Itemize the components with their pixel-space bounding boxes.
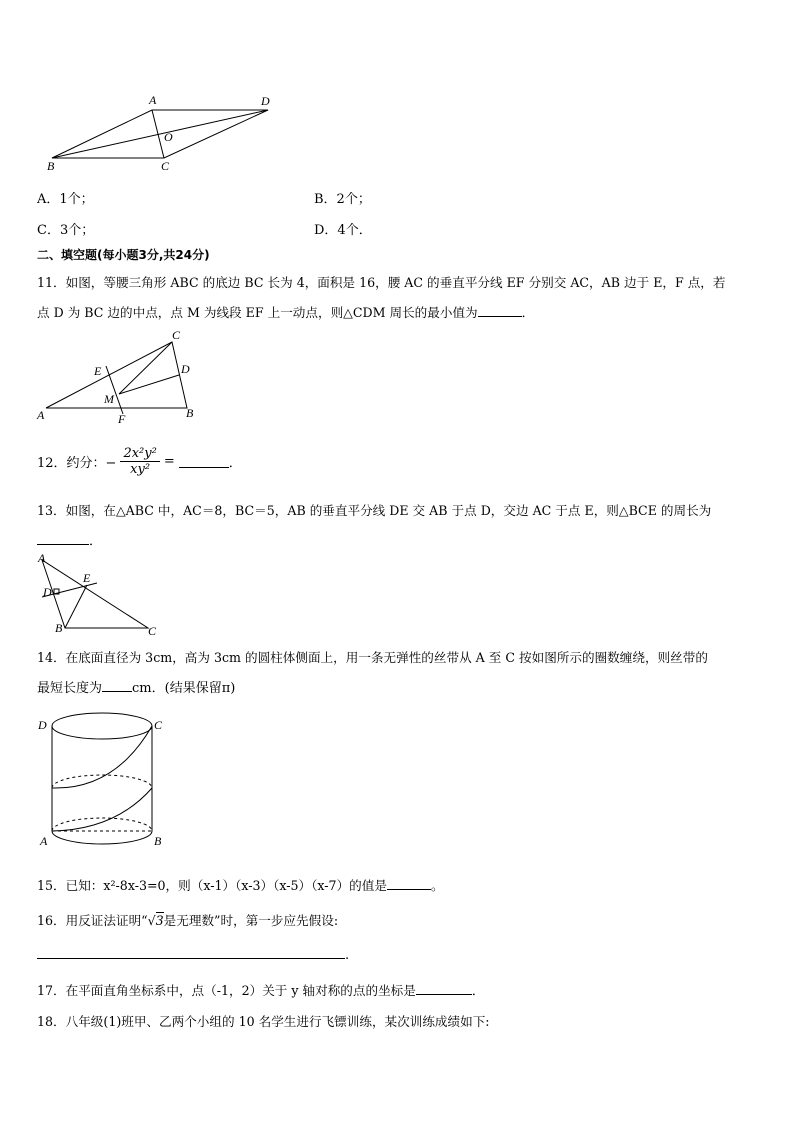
q12-numerator: 2x²y²	[120, 446, 159, 462]
label-d: D	[261, 94, 270, 108]
label-e: E	[83, 571, 91, 585]
triangle-q11-figure	[32, 328, 202, 428]
label-a: A	[40, 834, 48, 848]
label-a: A	[149, 93, 157, 107]
line-mc	[119, 342, 172, 394]
label-f: F	[118, 412, 126, 426]
option-b: B．2个；	[314, 192, 371, 207]
q15-answer-blank[interactable]	[387, 877, 431, 890]
q16-radicand: 3	[155, 913, 164, 928]
q16-suffix: 是无理数”时，第一步应先假设:	[163, 913, 339, 928]
q17-text: 17．在平面直角坐标系中，点（-1，2）关于 y 轴对称的点的坐标是	[37, 983, 416, 998]
q14-line2	[37, 677, 235, 696]
triangle-abc	[46, 342, 187, 408]
q14-prefix: 最短长度为	[37, 681, 103, 696]
label-e: E	[94, 364, 102, 378]
q13-line2	[37, 530, 102, 549]
q12-answer-blank[interactable]	[179, 455, 229, 468]
label-d: D	[43, 585, 52, 599]
q15-line	[37, 875, 444, 894]
q15-text: 15．已知：x²-8x-3=0，则（x-1）（x-3）（x-5）（x-7）的值是	[37, 878, 387, 893]
q12-end: ．	[228, 455, 242, 471]
label-a: A	[38, 551, 46, 565]
ribbon-lower	[52, 788, 152, 831]
label-b: B	[47, 159, 55, 173]
q12-prefix: 12．约分：−	[37, 455, 117, 471]
line-eb	[65, 585, 87, 628]
q16-prefix: 16．用反证法证明“	[37, 913, 148, 928]
cylinder-figure	[35, 708, 175, 858]
q16-answer-blank[interactable]	[37, 946, 345, 959]
triangle-q13-figure	[32, 550, 167, 640]
q18-line: 18．八年级(1)班甲、乙两个小组的 10 名学生进行飞镖训练，某次训练成绩如下:	[37, 1014, 490, 1029]
q13-line1: 13．如图，在△ABC 中，AC＝8，BC＝5，AB 的垂直平分线 DE 交 AB 于点 D，交边 AC 于点 E，则△BCE 的周长为	[37, 503, 712, 518]
bottom-front-arc	[52, 831, 152, 844]
line-ef	[106, 366, 123, 414]
label-b: B	[186, 406, 194, 420]
q17-line	[37, 980, 484, 999]
label-o: O	[164, 130, 173, 144]
label-c: C	[148, 624, 157, 638]
q11-line2	[37, 302, 534, 321]
q14-suffix: cm．(结果保留π)	[132, 681, 236, 696]
q13-answer-blank[interactable]	[37, 532, 89, 545]
q12-denominator: xy²	[130, 461, 151, 477]
q12-equals: =	[163, 453, 175, 469]
q16-answer-line	[37, 946, 349, 963]
label-d: D	[181, 362, 190, 376]
q14-line1: 14．在底面直径为 3cm，高为 3cm 的圆柱体侧面上，用一条无弹性的丝带从 A 至 C 按如图所示的圈数缠绕，则丝带的	[37, 650, 708, 665]
q11-text: 点 D 为 BC 边的中点，点 M 为线段 EF 上一动点，则△CDM 周长的最小值为	[37, 305, 478, 320]
label-d: D	[38, 718, 47, 732]
label-b: B	[55, 621, 63, 635]
q17-end: ．	[471, 983, 485, 998]
label-c: C	[154, 718, 163, 732]
label-b: B	[154, 834, 162, 848]
diagonal-bd	[52, 110, 268, 158]
q16-line	[37, 910, 338, 929]
parallelogram-figure	[40, 88, 280, 178]
label-c: C	[172, 328, 181, 342]
q12-fraction	[120, 446, 159, 477]
section-title: 二、填空题(每小题3分,共24分)	[37, 248, 210, 262]
label-m: M	[104, 392, 114, 406]
option-c: C．3个；	[37, 223, 95, 238]
q15-end: 。	[430, 878, 444, 893]
option-a: A．1个；	[37, 192, 94, 207]
q11-answer-blank[interactable]	[478, 304, 522, 317]
q11-end: ．	[521, 305, 535, 320]
label-a: A	[37, 408, 45, 422]
q16-end: .	[345, 948, 350, 963]
q17-answer-blank[interactable]	[416, 982, 472, 995]
q13-end: ．	[89, 534, 103, 549]
q11-line1: 11．如图，等腰三角形 ABC 的底边 BC 长为 4，面积是 16，腰 AC 的垂直平分线 EF 分别交 AC，AB 边于 E，F 点，若	[37, 275, 726, 290]
option-d: D．4个．	[314, 223, 372, 238]
top-ellipse	[52, 713, 152, 739]
bottom-back-arc	[52, 818, 152, 831]
sqrt-symbol: √	[147, 913, 156, 928]
q12-line	[37, 441, 242, 481]
label-c: C	[161, 159, 170, 173]
q14-answer-blank[interactable]	[102, 679, 132, 692]
